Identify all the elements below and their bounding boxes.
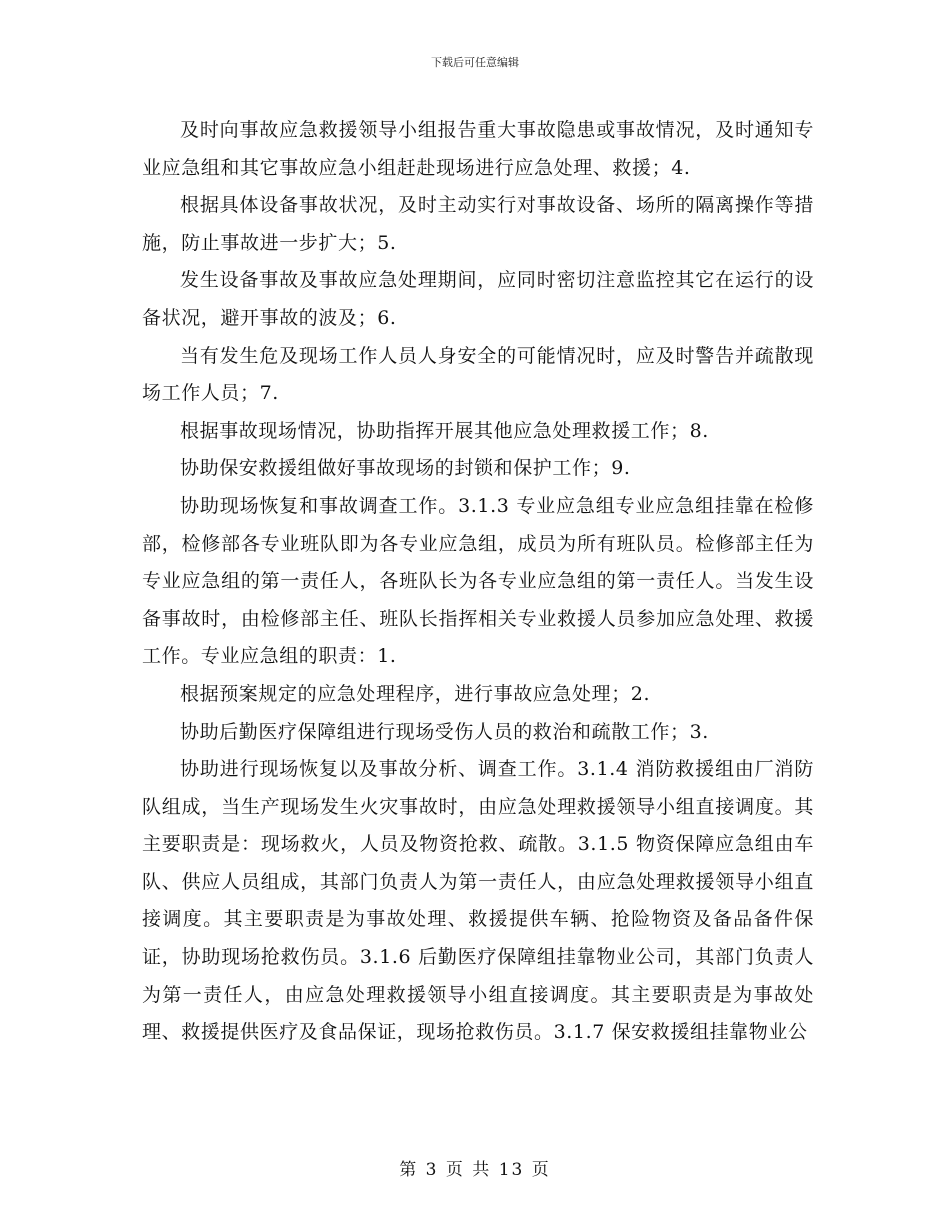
paragraph: 根据具体设备事故状况，及时主动实行对事故设备、场所的隔离操作等措施，防止事故进一步扩大；5. — [142, 194, 814, 254]
paragraph: 协助现场恢复和事故调查工作。3.1.3 专业应急组专业应急组挂靠在检修部，检修部各专业班队即为各专业应急组，成员为所有班队员。检修部主任为专业应急组的第一责任人，各班队长为各专业应急组的第一责任人。当发生设备事故时，由检修部主任、班队长指挥相关专业救援人员参加应急处理、救援工作。专业应急组的职责：1. — [142, 494, 814, 668]
page-header: 下载后可任意编辑 — [431, 56, 519, 69]
paragraph: 根据预案规定的应急处理程序，进行事故应急处理；2. — [180, 682, 651, 705]
paragraph: 协助后勤医疗保障组进行现场受伤人员的救治和疏散工作；3. — [180, 720, 709, 743]
paragraph: 及时向事故应急救援领导小组报告重大事故隐患或事故情况，及时通知专业应急组和其它事故应急小组赶赴现场进行应急处理、救援；4. — [142, 119, 814, 179]
paragraph: 当有发生危及现场工作人员人身安全的可能情况时，应及时警告并疏散现场工作人员；7. — [142, 344, 814, 405]
page-footer: 第 3 页 共 13 页 — [399, 1160, 551, 1180]
paragraph: 协助进行现场恢复以及事故分析、调查工作。3.1.4 消防救援组由厂消防队组成，当生产现场发生火灾事故时，由应急处理救援领导小组直接调度。其主要职责是：现场救火，人员及物资抢救、疏散。3.1.5 物资保障应急组由车队、供应人员组成，其部门负责人为第一责任人，由应急处理救援领导小组直接调度。其主要职责是为事故处理、救援提供车辆、抢险物资及备品备件保证，协助现场抢救伤员。3.1.6 后勤医疗保障组挂靠物业公司，其部门负责人为第一责任人，由应急处理救援领导小组直接调度。其主要职责是为事故处理、救援提供医疗及食品保证，现场抢救伤员。3.1.7 保安救援组挂靠物业公 — [142, 758, 814, 1044]
paragraph: 发生设备事故及事故应急处理期间，应同时密切注意监控其它在运行的设备状况，避开事故的波及；6. — [142, 269, 814, 329]
document-body — [142, 112, 814, 1052]
paragraph: 根据事故现场情况，协助指挥开展其他应急处理救援工作；8. — [180, 419, 709, 442]
paragraph: 协助保安救援组做好事故现场的封锁和保护工作；9. — [180, 457, 631, 480]
